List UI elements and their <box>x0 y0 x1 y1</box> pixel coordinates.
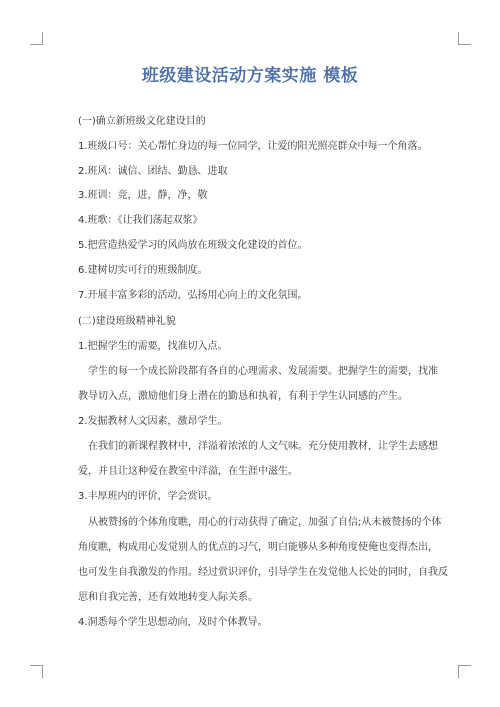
paragraph-line: 思和自我完善，还有效地转变人际关系。 <box>78 592 258 603</box>
paragraph-line: 角度瞧，构成用心发觉别人的优点的习气，明白能够从多种角度使俺也变得杰出， <box>78 542 438 553</box>
subheading: 2.发掘教材人文因素，激昂学生。 <box>78 416 228 427</box>
subheading: 3.丰厚班内的评价，学会赏识。 <box>78 491 218 502</box>
section-heading-2: (二)建设班级精神礼貌 <box>78 316 176 327</box>
list-item: 6.建树切实可行的班级制度。 <box>78 265 208 276</box>
page-corner-top-right <box>458 32 471 45</box>
list-item: 7.开展丰富多彩的活动，弘扬用心向上的文化氛围。 <box>78 290 308 301</box>
page-corner-top-left <box>30 32 43 45</box>
subheading: 4.洞悉每个学生思想动向，及时个体教导。 <box>78 617 268 628</box>
paragraph-line: 也可发生自我激发的作用。经过赏识评价，引导学生在发觉他人长处的同时，自我反 <box>78 567 448 578</box>
document-title: 班级建设活动方案实施 模板 <box>141 66 359 86</box>
list-item: 4.班歌：《让我们荡起双浆》 <box>78 215 203 226</box>
list-item: 5.把营造热爱学习的风尚放在班级文化建设的首位。 <box>78 240 308 251</box>
paragraph-line: 学生的每一个成长阶段都有各自的心理需求、发展需要。把握学生的需要，找准 <box>88 366 438 377</box>
list-item: 2.班风：诚信、团结、勤恳、进取 <box>78 166 228 177</box>
subheading: 1.把握学生的需要，找准切入点。 <box>78 341 228 352</box>
list-item: 3.班训：竞，进，静，净，敬 <box>78 190 208 201</box>
paragraph-line: 在我们的新课程教材中，洋溢着浓浓的人文气味。充分使用教材，让学生去感想 <box>88 441 438 452</box>
page-corner-bottom-left <box>30 665 43 678</box>
list-item: 1.班级口号：关心帮忙身边的每一位同学，让爱的阳光照亮群众中每一个角落。 <box>78 141 428 152</box>
paragraph-line: 爱，并且让这种爱在教室中洋溢，在生涯中滋生。 <box>78 466 298 477</box>
paragraph-line: 从被赞扬的个体角度瞧，用心的行动获得了确定，加强了自信;从未被赞扬的个体 <box>88 517 442 528</box>
section-heading-1: (一)确立新班级文化建设目的 <box>78 116 206 127</box>
page-corner-bottom-right <box>458 665 471 678</box>
paragraph-line: 教导切入点，激励他们身上潜在的勤恳和执着，有利于学生认同感的产生。 <box>78 391 408 402</box>
